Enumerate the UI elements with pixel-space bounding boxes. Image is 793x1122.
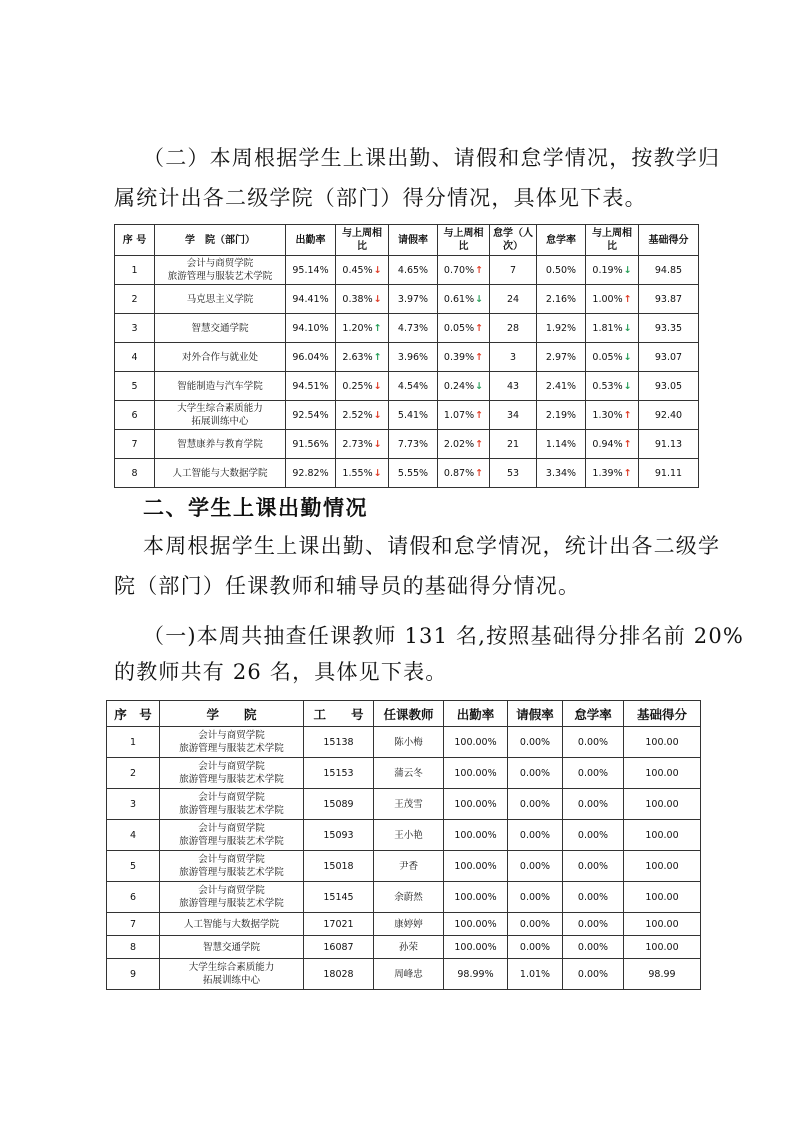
leave-change-arrow-icon: ↑	[475, 467, 484, 479]
leave-change-value: 0.39%	[443, 351, 475, 363]
truancy-change-cell	[586, 285, 639, 314]
att-change-value: 0.38%	[342, 293, 373, 305]
truancy-rate: 3.34%	[537, 459, 586, 488]
college-name-line-1: 马克思主义学院	[186, 293, 254, 305]
college-name-line-2: 拓展训练中心	[191, 416, 249, 427]
row-no: 4	[115, 343, 155, 372]
attendance-rate: 100.00%	[444, 936, 508, 959]
attendance-rate: 100.00%	[444, 913, 508, 936]
truancy-rate: 2.16%	[537, 285, 586, 314]
truancy-rate: 0.00%	[563, 959, 624, 990]
table-row	[115, 343, 699, 372]
truancy-rate: 0.00%	[563, 727, 624, 758]
truancy-change-arrow-icon: ↓	[623, 264, 632, 276]
leave-rate: 0.00%	[508, 913, 563, 936]
att-change-arrow-icon: ↑	[373, 351, 382, 363]
table1-header-row	[115, 225, 699, 256]
section2-heading: 二、学生上课出勤情况	[143, 495, 368, 520]
att-change-value: 1.55%	[342, 467, 373, 479]
att-change-value: 0.25%	[342, 380, 373, 392]
table-row	[107, 851, 701, 882]
leave-rate: 4.65%	[389, 256, 438, 285]
college-cell	[160, 913, 304, 936]
teacher-name: 陈小梅	[374, 727, 444, 758]
base-score: 100.00	[624, 851, 701, 882]
staff-id: 15145	[304, 882, 374, 913]
truancy-rate: 0.00%	[563, 820, 624, 851]
row-no: 2	[115, 285, 155, 314]
college-cell	[155, 372, 286, 401]
leave-change-arrow-icon: ↓	[475, 293, 484, 305]
truancy-change-cell	[586, 256, 639, 285]
college-name-line-2: 旅游管理与服装艺术学院	[179, 774, 284, 785]
college-name-line-2: 旅游管理与服装艺术学院	[167, 271, 273, 282]
att-change-cell	[336, 401, 389, 430]
leave-rate: 0.00%	[508, 882, 563, 913]
college-name-line-2: 旅游管理与服装艺术学院	[179, 743, 284, 754]
college-name-line-2: 拓展训练中心	[202, 975, 260, 986]
teacher-name: 康婷婷	[374, 913, 444, 936]
attendance-rate: 100.00%	[444, 851, 508, 882]
base-score: 91.11	[639, 459, 699, 488]
truancy-change-value: 1.30%	[592, 409, 623, 421]
truancy-count: 34	[490, 401, 537, 430]
table-row	[107, 882, 701, 913]
college-cell	[160, 727, 304, 758]
attendance-rate: 98.99%	[444, 959, 508, 990]
row-no: 3	[115, 314, 155, 343]
th-no: 序 号	[115, 225, 155, 256]
att-change-arrow-icon: ↓	[373, 409, 382, 421]
row-no: 6	[107, 882, 160, 913]
truancy-rate: 2.41%	[537, 372, 586, 401]
truancy-change-cell	[586, 459, 639, 488]
college-name-line-1: 会计与商贸学院	[186, 258, 254, 269]
leave-change-cell	[438, 459, 490, 488]
section2-line-1: 本周根据学生上课出勤、请假和怠学情况，统计出各二级学	[143, 534, 721, 558]
college-name-line-1: 人工智能与大数据学院	[183, 918, 279, 930]
row-no: 5	[107, 851, 160, 882]
college-name-line-1: 智慧交通学院	[202, 941, 260, 953]
truancy-rate: 0.00%	[563, 758, 624, 789]
staff-id: 17021	[304, 913, 374, 936]
college-name-line-1: 会计与商贸学院	[198, 885, 265, 896]
table2-header-row	[107, 701, 701, 727]
th-truancy-count: 怠学（人次）	[490, 225, 537, 256]
leave-rate: 0.00%	[508, 727, 563, 758]
truancy-count: 28	[490, 314, 537, 343]
college-score-table	[114, 224, 699, 488]
table-row	[115, 401, 699, 430]
row-no: 1	[115, 256, 155, 285]
leave-change-value: 2.02%	[443, 438, 475, 450]
truancy-rate: 1.14%	[537, 430, 586, 459]
truancy-rate: 0.00%	[563, 789, 624, 820]
teacher-name: 王小艳	[374, 820, 444, 851]
college-name-line-1: 会计与商贸学院	[198, 854, 265, 865]
table-row	[107, 820, 701, 851]
base-score: 91.13	[639, 430, 699, 459]
college-name-line-1: 对外合作与就业处	[181, 351, 258, 363]
truancy-count: 24	[490, 285, 537, 314]
th2-college: 学 院	[160, 701, 304, 727]
th2-teacher: 任课教师	[374, 701, 444, 727]
th-truancy-rate: 怠学率	[537, 225, 586, 256]
college-cell	[160, 789, 304, 820]
leave-change-arrow-icon: ↑	[475, 438, 484, 450]
leave-change-cell	[438, 285, 490, 314]
row-no: 3	[107, 789, 160, 820]
college-name-line-1: 智能制造与汽车学院	[177, 380, 263, 392]
leave-change-arrow-icon: ↑	[475, 351, 484, 363]
att-change-cell	[336, 372, 389, 401]
base-score: 98.99	[624, 959, 701, 990]
truancy-count: 43	[490, 372, 537, 401]
leave-change-value: 0.61%	[443, 293, 475, 305]
college-name-line-1: 智慧康养与教育学院	[177, 438, 263, 450]
att-change-cell	[336, 285, 389, 314]
row-no: 7	[107, 913, 160, 936]
college-name-line-1: 大学生综合素质能力	[188, 962, 275, 973]
leave-change-cell	[438, 401, 490, 430]
college-cell	[155, 430, 286, 459]
truancy-rate: 2.97%	[537, 343, 586, 372]
college-name-line-1: 人工智能与大数据学院	[172, 467, 268, 479]
leave-change-value: 0.87%	[443, 467, 475, 479]
staff-id: 15018	[304, 851, 374, 882]
att-change-arrow-icon: ↓	[373, 380, 382, 392]
th2-id: 工 号	[304, 701, 374, 727]
college-cell	[160, 851, 304, 882]
leave-change-arrow-icon: ↑	[475, 409, 484, 421]
college-name-line-1: 会计与商贸学院	[198, 823, 265, 834]
base-score: 93.07	[639, 343, 699, 372]
truancy-rate: 2.19%	[537, 401, 586, 430]
section2-sub-line-1: （一)本周共抽查任课教师 131 名,按照基础得分排名前 20%	[143, 624, 745, 648]
att-change-arrow-icon: ↓	[373, 293, 382, 305]
th-score: 基础得分	[639, 225, 699, 256]
truancy-count: 21	[490, 430, 537, 459]
table-row	[115, 372, 699, 401]
base-score: 100.00	[624, 913, 701, 936]
base-score: 94.85	[639, 256, 699, 285]
leave-rate: 1.01%	[508, 959, 563, 990]
att-change-cell	[336, 314, 389, 343]
row-no: 9	[107, 959, 160, 990]
base-score: 93.05	[639, 372, 699, 401]
truancy-change-cell	[586, 372, 639, 401]
th-truancy-change: 与上周相比	[586, 225, 639, 256]
staff-id: 18028	[304, 959, 374, 990]
truancy-change-cell	[586, 343, 639, 372]
college-cell	[160, 936, 304, 959]
table-row	[115, 256, 699, 285]
leave-change-value: 0.05%	[443, 322, 475, 334]
th-leave: 请假率	[389, 225, 438, 256]
leave-rate: 0.00%	[508, 758, 563, 789]
staff-id: 15138	[304, 727, 374, 758]
truancy-count: 3	[490, 343, 537, 372]
base-score: 93.87	[639, 285, 699, 314]
college-name-line-2: 旅游管理与服装艺术学院	[179, 836, 284, 847]
att-change-arrow-icon: ↓	[373, 438, 382, 450]
truancy-rate: 1.92%	[537, 314, 586, 343]
truancy-count: 7	[490, 256, 537, 285]
teacher-name: 余蔚然	[374, 882, 444, 913]
truancy-rate: 0.00%	[563, 936, 624, 959]
row-no: 1	[107, 727, 160, 758]
college-cell	[155, 401, 286, 430]
staff-id: 15153	[304, 758, 374, 789]
att-change-cell	[336, 343, 389, 372]
att-change-cell	[336, 430, 389, 459]
attendance-rate: 92.54%	[286, 401, 336, 430]
truancy-change-value: 0.53%	[592, 380, 623, 392]
college-name-line-1: 智慧交通学院	[191, 322, 249, 334]
att-change-value: 2.63%	[342, 351, 373, 363]
table-row	[115, 314, 699, 343]
truancy-change-arrow-icon: ↑	[623, 467, 632, 479]
leave-change-cell	[438, 372, 490, 401]
truancy-change-arrow-icon: ↓	[623, 351, 632, 363]
leave-rate: 5.55%	[389, 459, 438, 488]
th-attendance: 出勤率	[286, 225, 336, 256]
college-cell	[155, 459, 286, 488]
section2-sub-line-2: 的教师共有 26 名，具体见下表。	[114, 660, 448, 684]
college-name-line-2: 旅游管理与服装艺术学院	[179, 898, 284, 909]
leave-change-cell	[438, 314, 490, 343]
attendance-rate: 96.04%	[286, 343, 336, 372]
college-name-line-1: 会计与商贸学院	[198, 792, 265, 803]
base-score: 100.00	[624, 758, 701, 789]
staff-id: 16087	[304, 936, 374, 959]
table-row	[107, 936, 701, 959]
leave-rate: 5.41%	[389, 401, 438, 430]
base-score: 100.00	[624, 789, 701, 820]
teacher-name: 周峰忠	[374, 959, 444, 990]
leave-rate: 7.73%	[389, 430, 438, 459]
truancy-rate: 0.00%	[563, 913, 624, 936]
table-row	[115, 285, 699, 314]
attendance-rate: 100.00%	[444, 882, 508, 913]
leave-change-cell	[438, 343, 490, 372]
college-cell	[160, 758, 304, 789]
college-name-line-1: 会计与商贸学院	[198, 730, 265, 741]
college-name-line-1: 大学生综合素质能力	[177, 403, 263, 414]
row-no: 7	[115, 430, 155, 459]
truancy-change-arrow-icon: ↓	[623, 322, 632, 334]
row-no: 2	[107, 758, 160, 789]
section2-line-2: 院（部门）任课教师和辅导员的基础得分情况。	[114, 574, 581, 598]
college-cell	[155, 256, 286, 285]
college-name-line-1: 会计与商贸学院	[198, 761, 265, 772]
leave-change-value: 0.70%	[443, 264, 475, 276]
row-no: 8	[115, 459, 155, 488]
th2-no: 序 号	[107, 701, 160, 727]
truancy-change-value: 0.05%	[592, 351, 623, 363]
teacher-name: 孙荣	[374, 936, 444, 959]
table-row	[107, 959, 701, 990]
base-score: 93.35	[639, 314, 699, 343]
row-no: 4	[107, 820, 160, 851]
truancy-change-value: 0.19%	[592, 264, 623, 276]
th-att-change: 与上周相比	[336, 225, 389, 256]
truancy-change-arrow-icon: ↑	[623, 409, 632, 421]
college-cell	[160, 959, 304, 990]
college-name-line-2: 旅游管理与服装艺术学院	[179, 867, 284, 878]
attendance-rate: 94.41%	[286, 285, 336, 314]
att-change-value: 1.20%	[342, 322, 373, 334]
th2-attendance: 出勤率	[444, 701, 508, 727]
truancy-change-value: 1.81%	[592, 322, 623, 334]
att-change-value: 2.73%	[342, 438, 373, 450]
staff-id: 15089	[304, 789, 374, 820]
row-no: 5	[115, 372, 155, 401]
table-row	[107, 727, 701, 758]
attendance-rate: 94.10%	[286, 314, 336, 343]
attendance-rate: 95.14%	[286, 256, 336, 285]
truancy-change-arrow-icon: ↑	[623, 293, 632, 305]
th2-score: 基础得分	[624, 701, 701, 727]
leave-change-arrow-icon: ↓	[475, 380, 484, 392]
att-change-arrow-icon: ↑	[373, 322, 382, 334]
truancy-change-value: 0.94%	[592, 438, 623, 450]
base-score: 100.00	[624, 882, 701, 913]
th2-leave: 请假率	[508, 701, 563, 727]
attendance-rate: 100.00%	[444, 789, 508, 820]
leave-rate: 0.00%	[508, 820, 563, 851]
att-change-arrow-icon: ↓	[373, 467, 382, 479]
truancy-change-cell	[586, 314, 639, 343]
truancy-change-value: 1.00%	[592, 293, 623, 305]
intro-line-2: 属统计出各二级学院（部门）得分情况，具体见下表。	[114, 186, 647, 210]
staff-id: 15093	[304, 820, 374, 851]
table-row	[107, 913, 701, 936]
th2-truancy: 怠学率	[563, 701, 624, 727]
att-change-value: 2.52%	[342, 409, 373, 421]
attendance-rate: 91.56%	[286, 430, 336, 459]
attendance-rate: 92.82%	[286, 459, 336, 488]
truancy-change-arrow-icon: ↓	[623, 380, 632, 392]
attendance-rate: 94.51%	[286, 372, 336, 401]
leave-change-cell	[438, 430, 490, 459]
th-college: 学 院（部门）	[155, 225, 286, 256]
base-score: 100.00	[624, 820, 701, 851]
table-row	[107, 789, 701, 820]
leave-change-cell	[438, 256, 490, 285]
teacher-name: 王茂雪	[374, 789, 444, 820]
leave-change-arrow-icon: ↑	[475, 264, 484, 276]
truancy-change-cell	[586, 401, 639, 430]
th-leave-change: 与上周相比	[438, 225, 490, 256]
base-score: 92.40	[639, 401, 699, 430]
leave-rate: 4.73%	[389, 314, 438, 343]
row-no: 6	[115, 401, 155, 430]
college-cell	[155, 285, 286, 314]
college-cell	[155, 343, 286, 372]
attendance-rate: 100.00%	[444, 727, 508, 758]
truancy-change-arrow-icon: ↑	[623, 438, 632, 450]
table-row	[115, 459, 699, 488]
table-row	[107, 758, 701, 789]
truancy-count: 53	[490, 459, 537, 488]
att-change-cell	[336, 256, 389, 285]
leave-rate: 3.97%	[389, 285, 438, 314]
base-score: 100.00	[624, 727, 701, 758]
teacher-name: 尹香	[374, 851, 444, 882]
intro-line-1: （二）本周根据学生上课出勤、请假和怠学情况，按教学归	[143, 146, 721, 170]
att-change-value: 0.45%	[342, 264, 373, 276]
truancy-change-value: 1.39%	[592, 467, 623, 479]
truancy-rate: 0.00%	[563, 882, 624, 913]
leave-change-value: 1.07%	[443, 409, 475, 421]
teacher-score-table	[106, 700, 701, 990]
attendance-rate: 100.00%	[444, 820, 508, 851]
college-cell	[160, 820, 304, 851]
leave-rate: 0.00%	[508, 851, 563, 882]
college-cell	[160, 882, 304, 913]
teacher-name: 蒲云冬	[374, 758, 444, 789]
table-row	[115, 430, 699, 459]
leave-change-value: 0.24%	[443, 380, 475, 392]
college-cell	[155, 314, 286, 343]
truancy-rate: 0.00%	[563, 851, 624, 882]
leave-change-arrow-icon: ↑	[475, 322, 484, 334]
attendance-rate: 100.00%	[444, 758, 508, 789]
truancy-change-cell	[586, 430, 639, 459]
leave-rate: 3.96%	[389, 343, 438, 372]
truancy-rate: 0.50%	[537, 256, 586, 285]
att-change-cell	[336, 459, 389, 488]
leave-rate: 4.54%	[389, 372, 438, 401]
att-change-arrow-icon: ↓	[373, 264, 382, 276]
college-name-line-2: 旅游管理与服装艺术学院	[179, 805, 284, 816]
row-no: 8	[107, 936, 160, 959]
leave-rate: 0.00%	[508, 936, 563, 959]
leave-rate: 0.00%	[508, 789, 563, 820]
base-score: 100.00	[624, 936, 701, 959]
